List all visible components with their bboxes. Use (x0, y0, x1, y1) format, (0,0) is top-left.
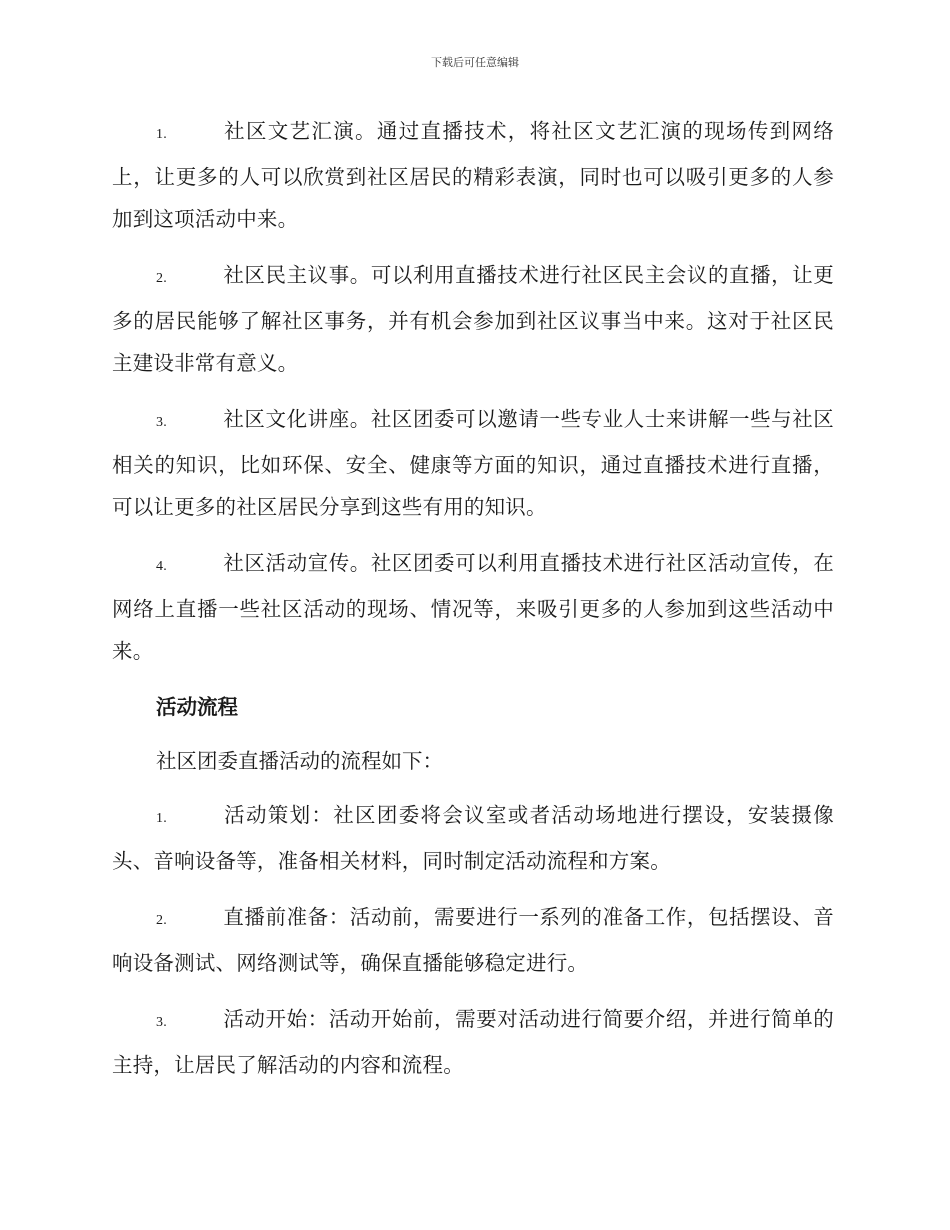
item-number: 1. (156, 127, 167, 142)
item-text: 直播前准备：活动前，需要进行一系列的准备工作，包括摆设、音响设备测试、网络测试等，确保直播能够稳定进行。 (112, 905, 834, 975)
list-item (112, 110, 834, 240)
list-item (112, 998, 834, 1086)
item-number: 3. (156, 1015, 167, 1030)
list-item (112, 896, 834, 984)
item-text: 社区民主议事。可以利用直播技术进行社区民主会议的直播，让更多的居民能够了解社区事务，并有机会参加到社区议事当中来。这对于社区民主建设非常有意义。 (112, 263, 834, 375)
list-item (112, 542, 834, 672)
item-text: 活动策划：社区团委将会议室或者活动场地进行摆设，安装摄像头、音响设备等，准备相关材料，同时制定活动流程和方案。 (112, 803, 834, 873)
item-number: 2. (156, 271, 167, 286)
item-text: 社区文化讲座。社区团委可以邀请一些专业人士来讲解一些与社区相关的知识，比如环保、安全、健康等方面的知识，通过直播技术进行直播，可以让更多的社区居民分享到这些有用的知识。 (112, 407, 834, 519)
item-text: 活动开始：活动开始前，需要对活动进行简要介绍，并进行简单的主持，让居民了解活动的内容和流程。 (112, 1007, 834, 1077)
list-item (112, 794, 834, 882)
item-number: 1. (156, 811, 167, 826)
list-item (112, 398, 834, 528)
item-number: 4. (156, 559, 167, 574)
page-header-note: 下载后可任意编辑 (431, 56, 519, 69)
section-intro: 社区团委直播活动的流程如下： (156, 749, 443, 773)
section-heading: 活动流程 (156, 695, 238, 719)
item-text: 社区活动宣传。社区团委可以利用直播技术进行社区活动宣传，在网络上直播一些社区活动的现场、情况等，来吸引更多的人参加到这些活动中来。 (112, 551, 834, 663)
item-number: 2. (156, 913, 167, 928)
list-item (112, 254, 834, 384)
item-number: 3. (156, 415, 167, 430)
document-body (112, 110, 834, 1100)
item-text: 社区文艺汇演。通过直播技术，将社区文艺汇演的现场传到网络上，让更多的人可以欣赏到社区居民的精彩表演，同时也可以吸引更多的人参加到这项活动中来。 (112, 119, 834, 231)
